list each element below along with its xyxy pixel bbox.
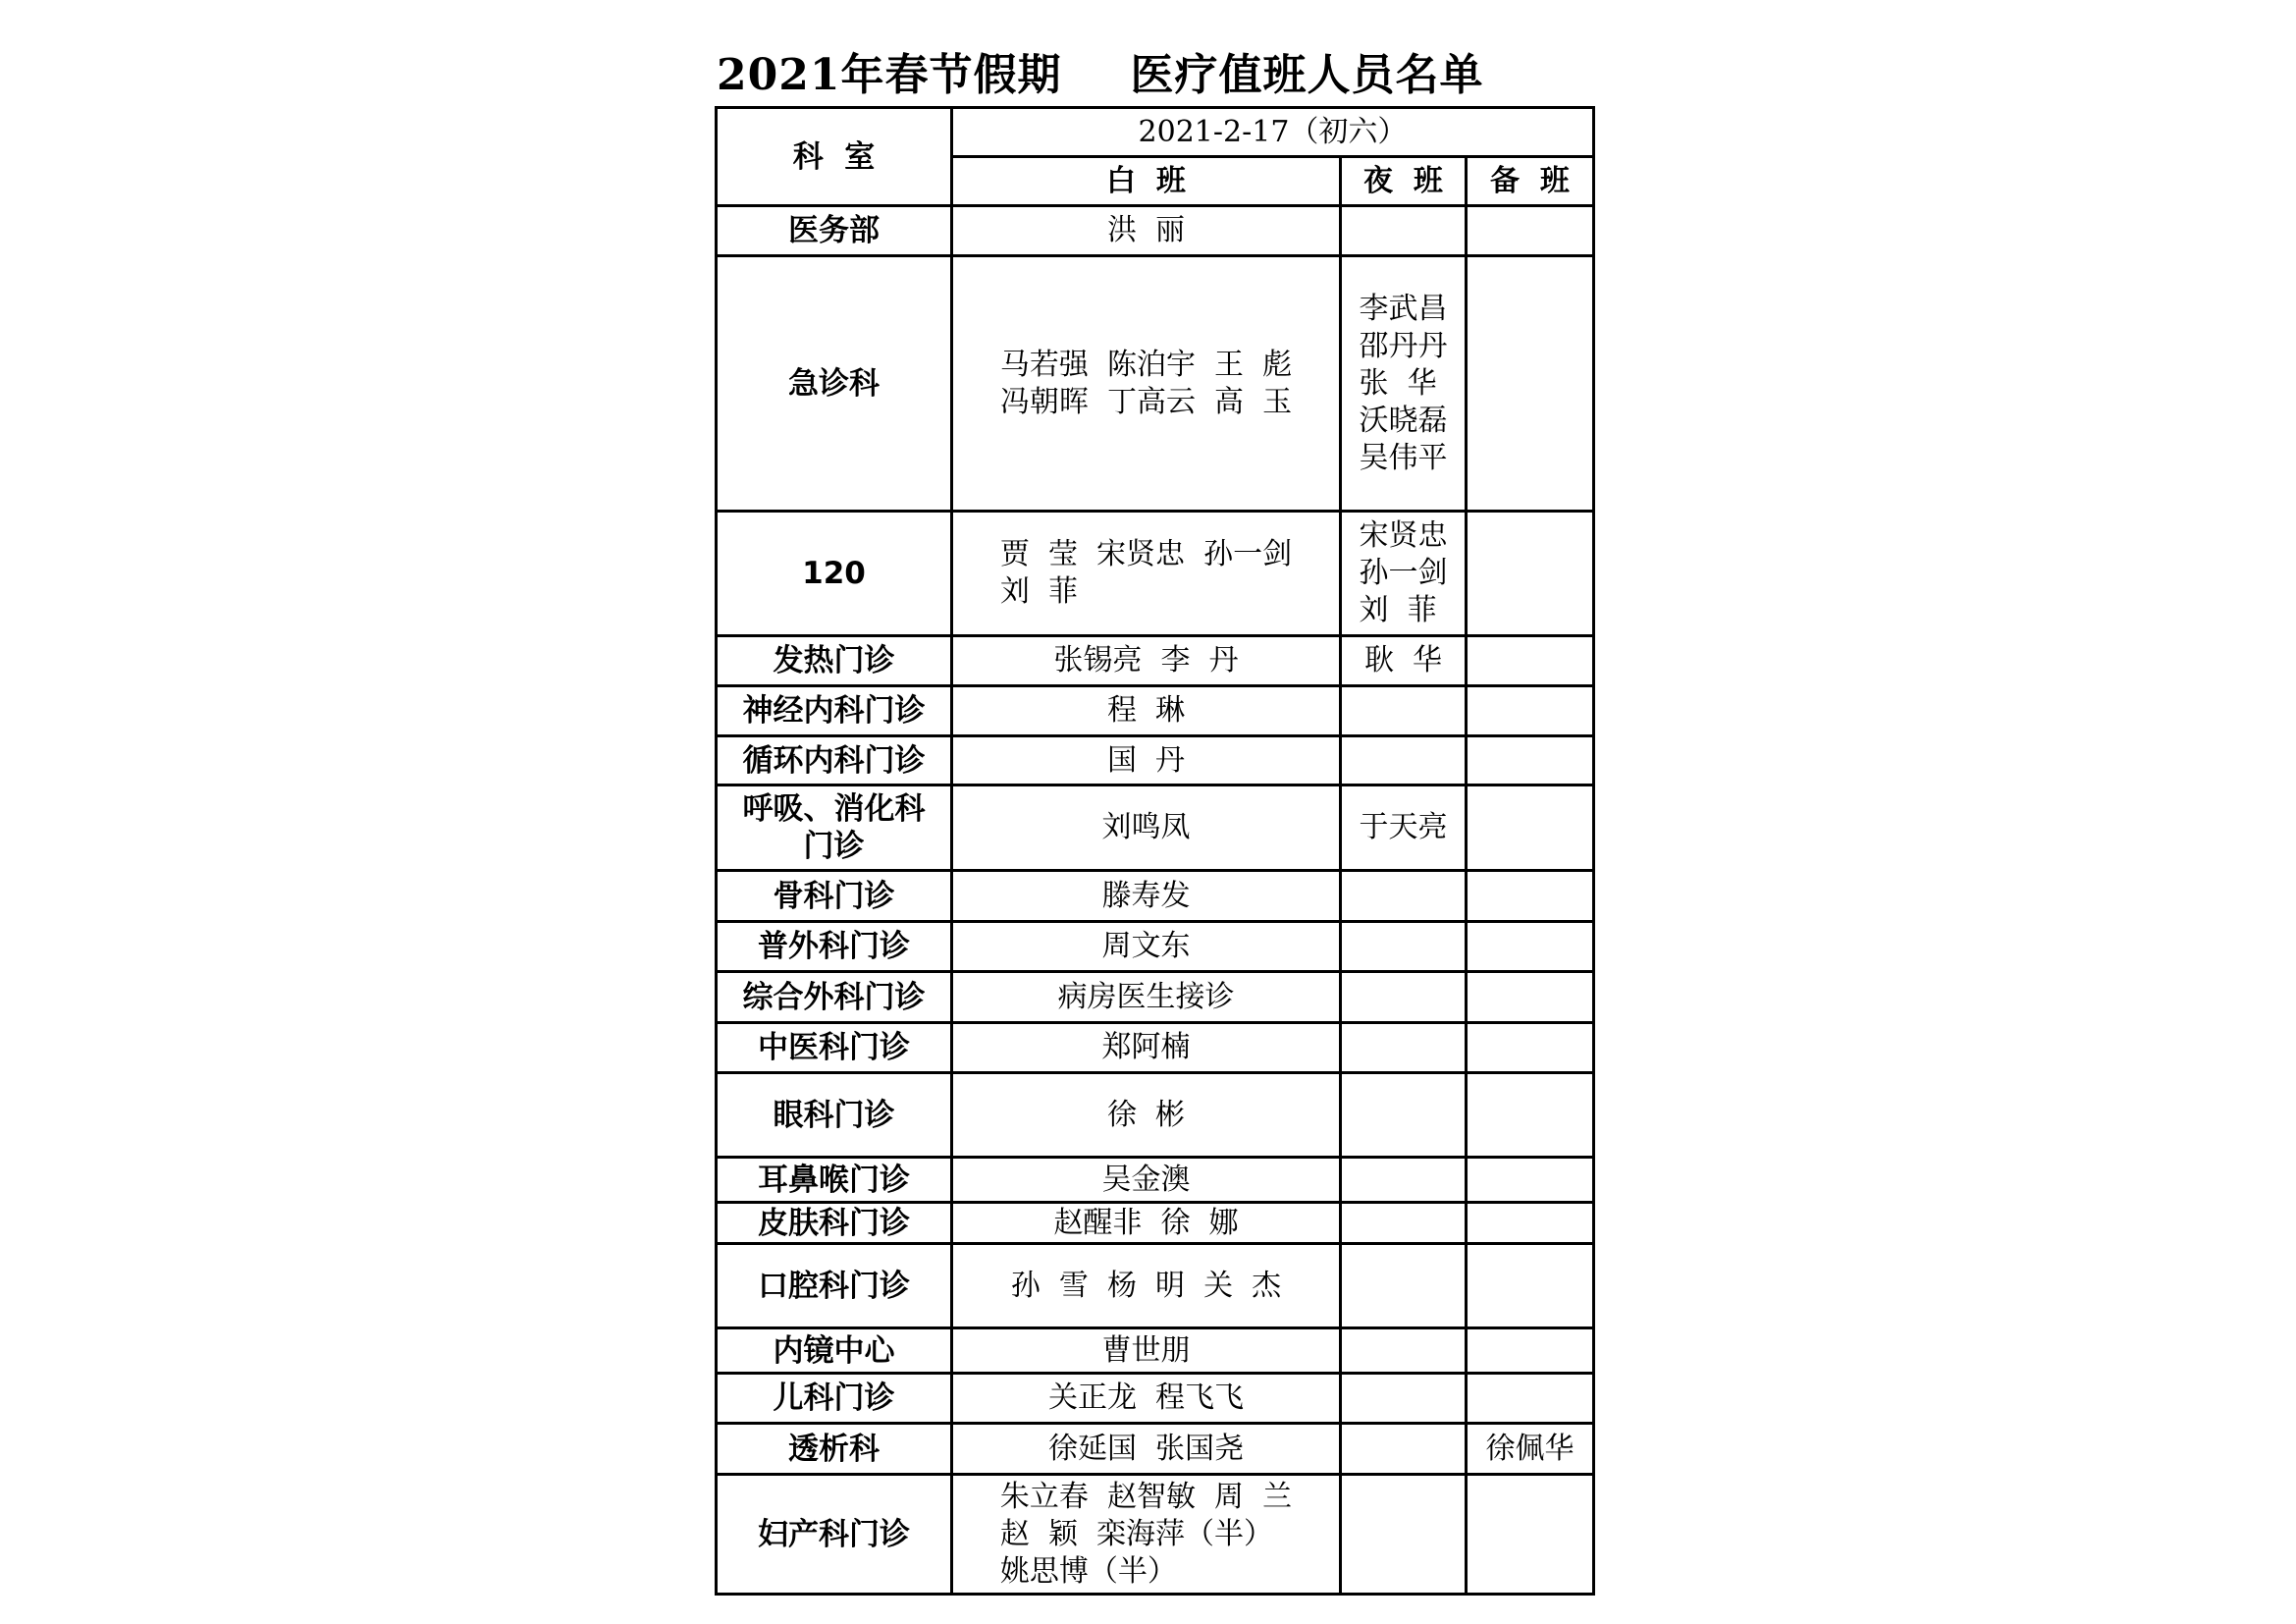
day-shift-cell-text: 国 丹	[1106, 742, 1186, 778]
day-shift-cell-text: 程 琳	[1106, 693, 1186, 728]
day-shift-cell	[952, 1424, 1341, 1475]
day-shift-cell	[952, 686, 1341, 736]
title-right: 医疗值班人员名单	[1130, 50, 1484, 100]
dept-cell-text: 发热门诊	[773, 643, 895, 678]
day-shift-cell-text: 徐 彬	[1106, 1097, 1186, 1132]
dept-cell	[717, 736, 952, 785]
day-shift-cell	[952, 512, 1341, 636]
night-shift-cell	[1341, 736, 1467, 785]
backup-shift-cell	[1467, 1203, 1594, 1244]
backup-shift-cell	[1467, 785, 1594, 871]
dept-cell-text: 综合外科门诊	[742, 979, 926, 1015]
night-shift-cell	[1341, 686, 1467, 736]
day-shift-cell-text: 滕寿发	[1101, 878, 1191, 913]
night-shift-cell	[1341, 1244, 1467, 1328]
table-row	[717, 871, 1594, 922]
dept-cell	[717, 1203, 952, 1244]
dept-cell-text: 口腔科门诊	[758, 1268, 910, 1304]
table-row	[717, 922, 1594, 972]
table-row	[717, 785, 1594, 871]
table-row	[717, 1374, 1594, 1424]
dept-cell	[717, 1158, 952, 1203]
dept-cell-text: 呼吸、消化科 门诊	[742, 791, 926, 864]
day-shift-cell-text: 张锡亮 李 丹	[1053, 643, 1239, 677]
table-row	[717, 206, 1594, 256]
night-shift-cell	[1341, 206, 1467, 256]
day-shift-cell	[952, 922, 1341, 972]
dept-cell	[717, 256, 952, 512]
table-row	[717, 256, 1594, 512]
day-shift-cell-text: 洪 丽	[1106, 213, 1186, 247]
dept-cell	[717, 1023, 952, 1073]
dept-cell	[717, 871, 952, 922]
backup-shift-cell	[1467, 1244, 1594, 1328]
day-shift-cell	[952, 1475, 1341, 1595]
header-night-shift: 夜 班	[1341, 157, 1467, 206]
day-shift-cell-text: 病房医生接诊	[1057, 979, 1235, 1014]
table-row	[717, 1158, 1594, 1203]
dept-cell-text: 普外科门诊	[758, 929, 910, 964]
backup-shift-cell	[1467, 1475, 1594, 1595]
day-shift-cell-text: 吴金澳	[1101, 1162, 1191, 1197]
day-shift-cell-text: 曹世朋	[1101, 1332, 1191, 1368]
table-row	[717, 1475, 1594, 1595]
backup-shift-cell	[1467, 871, 1594, 922]
backup-shift-cell	[1467, 972, 1594, 1023]
table-row	[717, 1328, 1594, 1374]
dept-cell	[717, 785, 952, 871]
day-shift-cell	[952, 1158, 1341, 1203]
day-shift-cell-text: 赵醒非 徐 娜	[1053, 1205, 1239, 1240]
backup-shift-cell	[1467, 1424, 1594, 1475]
dept-cell-text: 骨科门诊	[773, 878, 895, 914]
day-shift-cell-text: 马若强 陈泊宇 王 彪 冯朝晖 丁高云 高 玉	[999, 347, 1293, 419]
backup-shift-cell	[1467, 686, 1594, 736]
day-shift-cell	[952, 972, 1341, 1023]
header-day-shift: 白 班	[952, 157, 1341, 206]
dept-cell-text: 儿科门诊	[773, 1380, 895, 1416]
dept-cell	[717, 922, 952, 972]
dept-cell	[717, 1475, 952, 1595]
day-shift-cell	[952, 1328, 1341, 1374]
dept-cell-text: 内镜中心	[773, 1332, 895, 1369]
backup-shift-cell	[1467, 1073, 1594, 1158]
night-shift-cell	[1341, 1203, 1467, 1244]
night-shift-cell	[1341, 256, 1467, 512]
day-shift-cell	[952, 206, 1341, 256]
table-row	[717, 1424, 1594, 1475]
night-shift-cell	[1341, 1475, 1467, 1595]
day-shift-cell	[952, 1374, 1341, 1424]
dept-cell	[717, 1328, 952, 1374]
backup-shift-cell-text: 徐佩华	[1485, 1431, 1575, 1466]
night-shift-cell	[1341, 785, 1467, 871]
dept-cell	[717, 1073, 952, 1158]
day-shift-cell-text: 朱立春 赵智敏 周 兰 赵 颖 栾海萍（半） 姚思博（半）	[999, 1479, 1293, 1589]
dept-cell	[717, 1424, 952, 1475]
night-shift-cell	[1341, 972, 1467, 1023]
duty-roster-table	[715, 106, 1595, 1596]
night-shift-cell	[1341, 1158, 1467, 1203]
day-shift-cell	[952, 736, 1341, 785]
backup-shift-cell	[1467, 256, 1594, 512]
table-row	[717, 636, 1594, 686]
table-row	[717, 736, 1594, 785]
dept-cell-text: 透析科	[788, 1431, 880, 1467]
dept-cell	[717, 972, 952, 1023]
day-shift-cell	[952, 871, 1341, 922]
night-shift-cell-text: 宋贤忠 孙一剑 刘 菲	[1359, 518, 1448, 627]
day-shift-cell	[952, 785, 1341, 871]
table-row	[717, 1073, 1594, 1158]
night-shift-cell	[1341, 1424, 1467, 1475]
night-shift-cell	[1341, 1328, 1467, 1374]
night-shift-cell	[1341, 636, 1467, 686]
day-shift-cell-text: 贾 莹 宋贤忠 孙一剑 刘 菲	[999, 537, 1293, 609]
table-row	[717, 1203, 1594, 1244]
day-shift-cell	[952, 1023, 1341, 1073]
dept-cell	[717, 206, 952, 256]
day-shift-cell-text: 郑阿楠	[1101, 1030, 1191, 1064]
backup-shift-cell	[1467, 922, 1594, 972]
table-row	[717, 1023, 1594, 1073]
day-shift-cell-text: 孙 雪 杨 明 关 杰	[1010, 1268, 1282, 1303]
night-shift-cell-text: 耿 华	[1363, 643, 1443, 677]
header-dept: 科 室	[717, 108, 952, 206]
day-shift-cell	[952, 1244, 1341, 1328]
header-backup-shift: 备 班	[1467, 157, 1594, 206]
night-shift-cell	[1341, 871, 1467, 922]
dept-cell-text: 循环内科门诊	[742, 742, 926, 779]
dept-cell-text: 耳鼻喉门诊	[758, 1162, 910, 1198]
night-shift-cell	[1341, 1023, 1467, 1073]
dept-cell-text: 急诊科	[788, 365, 880, 402]
day-shift-cell	[952, 1073, 1341, 1158]
day-shift-cell	[952, 1203, 1341, 1244]
dept-cell-text: 神经内科门诊	[742, 693, 926, 729]
night-shift-cell	[1341, 922, 1467, 972]
day-shift-cell	[952, 256, 1341, 512]
dept-cell-text: 妇产科门诊	[758, 1516, 910, 1552]
night-shift-cell	[1341, 512, 1467, 636]
backup-shift-cell	[1467, 206, 1594, 256]
day-shift-cell-text: 周文东	[1101, 929, 1191, 963]
header-date: 2021-2-17（初六）	[952, 108, 1594, 157]
backup-shift-cell	[1467, 1158, 1594, 1203]
dept-cell	[717, 636, 952, 686]
dept-cell-text: 医务部	[788, 213, 880, 248]
night-shift-cell	[1341, 1374, 1467, 1424]
dept-cell-text: 中医科门诊	[758, 1030, 910, 1065]
dept-cell-text: 120	[802, 556, 866, 591]
backup-shift-cell	[1467, 1374, 1594, 1424]
night-shift-cell	[1341, 1073, 1467, 1158]
day-shift-cell-text: 徐延国 张国尧	[1047, 1431, 1245, 1466]
dept-cell	[717, 1244, 952, 1328]
night-shift-cell-text: 李武昌 邵丹丹 张 华 沃晓磊 吴伟平	[1359, 291, 1448, 475]
backup-shift-cell	[1467, 736, 1594, 785]
backup-shift-cell	[1467, 1023, 1594, 1073]
table-row	[717, 686, 1594, 736]
title-left: 2021年春节假期	[717, 50, 1062, 100]
header-row-date	[717, 108, 1594, 157]
day-shift-cell	[952, 636, 1341, 686]
backup-shift-cell	[1467, 1328, 1594, 1374]
dept-cell	[717, 512, 952, 636]
table-row	[717, 512, 1594, 636]
page-title	[717, 39, 1600, 102]
day-shift-cell-text: 关正龙 程飞飞	[1047, 1380, 1245, 1415]
dept-cell	[717, 686, 952, 736]
dept-cell-text: 眼科门诊	[773, 1097, 895, 1133]
table-row	[717, 972, 1594, 1023]
night-shift-cell-text: 于天亮	[1359, 810, 1448, 844]
backup-shift-cell	[1467, 636, 1594, 686]
day-shift-cell-text: 刘鸣凤	[1101, 810, 1191, 844]
dept-cell	[717, 1374, 952, 1424]
dept-cell-text: 皮肤科门诊	[758, 1205, 910, 1241]
backup-shift-cell	[1467, 512, 1594, 636]
table-row	[717, 1244, 1594, 1328]
